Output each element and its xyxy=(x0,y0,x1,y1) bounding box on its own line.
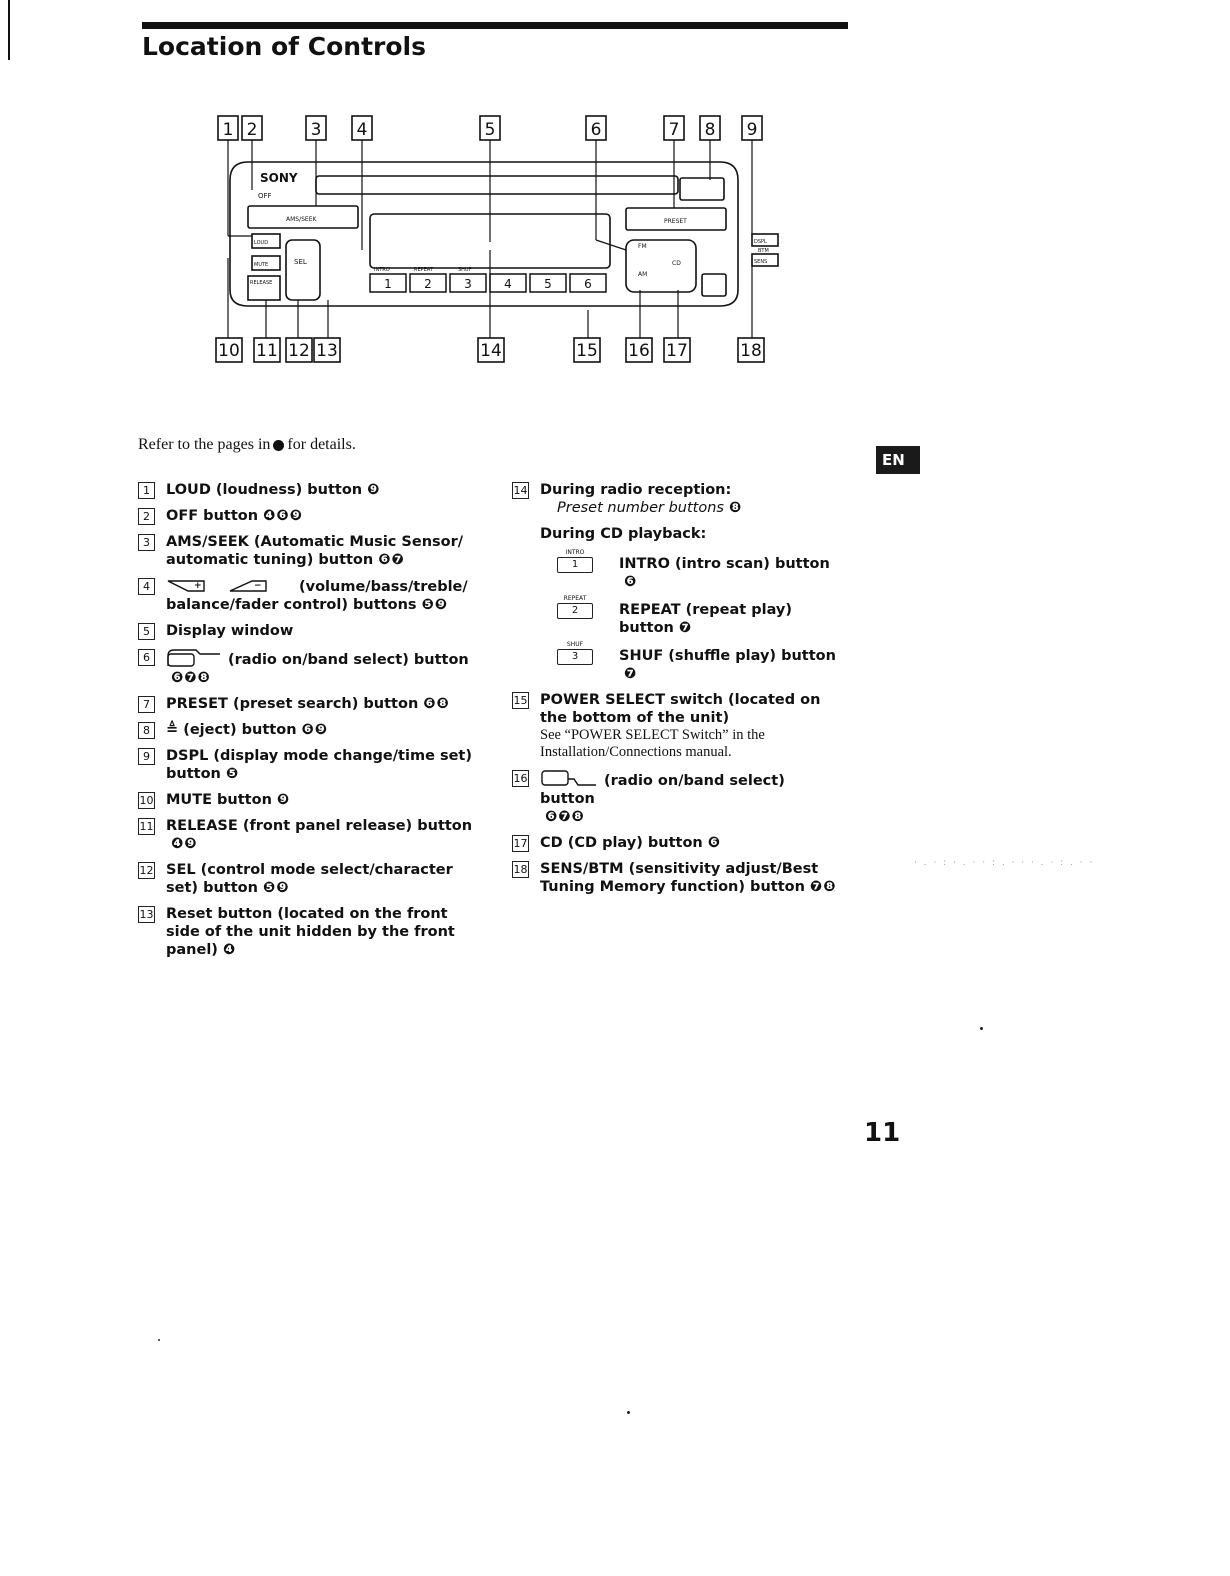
page-refs: ❾ xyxy=(276,792,291,808)
cd-button-text: SHUF (shuffle play) button xyxy=(619,648,836,664)
brand-label: SONY xyxy=(260,171,298,185)
scan-speck xyxy=(627,1411,630,1414)
item-number: 6 xyxy=(138,649,155,666)
page-refs: ❹❾ xyxy=(171,836,198,852)
control-item-17 xyxy=(512,834,842,852)
sel-label: SEL xyxy=(294,258,307,266)
item-number: 3 xyxy=(138,534,155,551)
control-item-1 xyxy=(138,481,478,499)
callouts-top xyxy=(218,116,762,140)
callout-3 xyxy=(306,116,326,140)
control-item-7 xyxy=(138,695,478,713)
release-label: RELEASE xyxy=(250,280,273,286)
sens-label: SENS xyxy=(754,259,768,265)
cd-button-text: INTRO (intro scan) button xyxy=(619,556,830,572)
callout-11 xyxy=(254,338,280,362)
cd-button-text: REPEAT (repeat play) button xyxy=(619,602,792,636)
callout-16 xyxy=(626,338,652,362)
front-panel-diagram xyxy=(190,110,790,370)
off-label: OFF xyxy=(258,192,272,200)
item-number: 2 xyxy=(138,508,155,525)
item-number: 16 xyxy=(513,772,528,785)
page-refs: ❻❼❽ xyxy=(545,809,585,825)
fm-button-icon xyxy=(166,648,222,668)
svg-text:4: 4 xyxy=(504,277,512,291)
callout-17 xyxy=(664,338,690,362)
svg-text:5: 5 xyxy=(544,277,552,291)
item-text: (radio on/band select) button xyxy=(540,773,785,807)
preset-3-icon xyxy=(557,641,593,665)
preset-number-text: Preset number buttons xyxy=(557,500,724,516)
preset-2-icon xyxy=(557,595,593,619)
control-item-4 xyxy=(138,577,478,614)
callout-8 xyxy=(700,116,720,140)
leader-lines xyxy=(228,140,752,338)
controls-list-right xyxy=(512,481,842,904)
item-text: (radio on/band select) button xyxy=(228,652,469,668)
preset-buttons xyxy=(370,274,606,292)
intro-label: INTRO xyxy=(374,267,390,273)
item-text: PRESET (preset search) button xyxy=(166,696,419,712)
callout-13 xyxy=(314,338,340,362)
callout-1 xyxy=(218,116,238,140)
keycap-tiny-label: SHUF xyxy=(566,641,584,648)
item-text: DSPL (display mode change/time set) button xyxy=(166,748,472,782)
cd-button-intro xyxy=(557,549,842,591)
control-item-12 xyxy=(138,861,478,897)
callout-18 xyxy=(738,338,764,362)
svg-text:14: 14 xyxy=(480,341,502,361)
btm-label: BTM xyxy=(758,248,769,254)
preset-button-3 xyxy=(450,274,486,292)
cd-button-shuf xyxy=(557,641,842,683)
item-number: 15 xyxy=(513,694,528,707)
callouts-bottom xyxy=(216,338,764,362)
repeat-label: REPEAT xyxy=(414,267,433,273)
refer-after: for details. xyxy=(287,436,356,453)
dspl-label: DSPL xyxy=(754,239,767,245)
svg-text:10: 10 xyxy=(218,341,240,361)
page-title: Location of Controls xyxy=(142,32,426,61)
control-item-16 xyxy=(512,769,842,826)
item-text: OFF button xyxy=(166,508,259,524)
svg-text:13: 13 xyxy=(316,341,338,361)
item-number: 14 xyxy=(513,484,528,497)
am-button-icon xyxy=(540,769,598,789)
page-refs: ❼ xyxy=(624,666,638,682)
page-refs: ❻❼ xyxy=(378,552,405,568)
svg-text:16: 16 xyxy=(628,341,650,361)
svg-text:8: 8 xyxy=(704,120,716,140)
control-item-13 xyxy=(138,905,478,959)
callout-5 xyxy=(480,116,500,140)
refer-before: Refer to the pages in xyxy=(138,436,271,453)
control-item-14 xyxy=(512,481,842,683)
item-number: 13 xyxy=(139,908,154,921)
am-label: AM xyxy=(638,271,648,278)
item-number: 10 xyxy=(139,794,154,807)
item-number: 9 xyxy=(138,748,155,765)
keycap-tiny-label: INTRO xyxy=(565,549,585,556)
item-text: RELEASE (front panel release) button xyxy=(166,818,473,834)
callout-14 xyxy=(478,338,504,362)
svg-text:12: 12 xyxy=(288,341,310,361)
item-number: 5 xyxy=(138,623,155,640)
svg-text:17: 17 xyxy=(666,341,688,361)
fm-label: FM xyxy=(638,243,647,250)
controls-list-left xyxy=(138,481,478,967)
callout-4 xyxy=(352,116,372,140)
preset-button-4 xyxy=(490,274,526,292)
page-refs: ❹ xyxy=(222,942,237,958)
page-refs: ❻❾ xyxy=(301,722,329,738)
callout-9 xyxy=(742,116,762,140)
page-refs: ❻❽ xyxy=(423,696,450,712)
title-rule xyxy=(142,22,848,29)
svg-text:9: 9 xyxy=(746,120,758,140)
keycap-number: 3 xyxy=(571,651,579,662)
shuf-label: SHUF xyxy=(458,267,472,273)
item-number: 12 xyxy=(139,864,154,877)
svg-text:+: + xyxy=(194,581,202,591)
control-item-5 xyxy=(138,622,478,640)
item-number: 4 xyxy=(138,578,155,595)
page-refs: ❼❽ xyxy=(809,879,837,895)
page-refs: ❾ xyxy=(367,482,381,498)
svg-text:6: 6 xyxy=(584,277,592,291)
scan-noise: · . · : · . · · : . · · · . · : . · · xyxy=(914,858,1095,868)
item-number: 8 xyxy=(138,722,155,739)
control-item-8 xyxy=(138,721,478,739)
svg-text:3: 3 xyxy=(310,120,322,140)
item-number: 7 xyxy=(138,696,155,713)
scan-speck xyxy=(158,1339,160,1341)
item-note: See “POWER SELECT Switch” in the Installation/Connections manual. xyxy=(540,727,765,760)
page-refs: ❹❻❾ xyxy=(263,508,303,524)
control-item-18 xyxy=(512,860,842,896)
page-number: 11 xyxy=(864,1118,901,1148)
callout-10 xyxy=(216,338,242,362)
callout-15 xyxy=(574,338,600,362)
page-refs: ❺❾ xyxy=(421,597,449,613)
margin-mark xyxy=(8,0,10,60)
cd-heading: During CD playback: xyxy=(540,526,707,542)
svg-text:1: 1 xyxy=(384,277,392,291)
preset-button-1 xyxy=(370,274,406,292)
svg-text:4: 4 xyxy=(356,120,368,140)
page-refs: ❺❾ xyxy=(262,880,290,896)
cd-button-repeat xyxy=(557,595,842,637)
callout-7 xyxy=(664,116,684,140)
item-text: SENS/BTM (sensitivity adjust/Best Tuning Memory function) button xyxy=(540,861,819,895)
item-number: 18 xyxy=(513,863,528,876)
item-text: Reset button (located on the front side of the unit hidden by the front panel) xyxy=(166,906,455,958)
preset-button-2 xyxy=(410,274,446,292)
svg-text:5: 5 xyxy=(484,120,496,140)
mute-label: MUTE xyxy=(254,262,269,268)
callout-2 xyxy=(242,116,262,140)
item-text: ≜ (eject) button xyxy=(166,722,297,738)
page-refs: ❻❼❽ xyxy=(171,670,211,686)
item-number: 1 xyxy=(138,482,155,499)
svg-text:2: 2 xyxy=(424,277,432,291)
item-number: 17 xyxy=(513,837,528,850)
svg-text:2: 2 xyxy=(246,120,258,140)
page-refs: ❺ xyxy=(225,766,240,782)
loud-label: LOUD xyxy=(254,240,269,246)
preset-1-icon xyxy=(557,549,593,573)
svg-text:−: − xyxy=(254,581,262,591)
item-text: CD (CD play) button xyxy=(540,835,703,851)
refer-note xyxy=(138,436,356,454)
control-item-9 xyxy=(138,747,478,783)
control-item-10 xyxy=(138,791,478,809)
bullet-icon xyxy=(273,440,284,451)
svg-text:18: 18 xyxy=(740,341,762,361)
control-item-11 xyxy=(138,817,478,853)
item-text: Display window xyxy=(166,623,294,639)
page-refs: ❻ xyxy=(624,574,638,590)
language-tab: EN xyxy=(876,446,920,474)
svg-text:15: 15 xyxy=(576,341,598,361)
callout-6 xyxy=(586,116,606,140)
svg-text:1: 1 xyxy=(222,120,234,140)
ams-seek-label: AMS/SEEK xyxy=(286,216,317,223)
control-item-3 xyxy=(138,533,478,569)
item-text: SEL (control mode select/character set) button xyxy=(166,862,453,896)
radio-heading: During radio reception: xyxy=(540,482,732,498)
item-text: POWER SELECT switch (located on the bottom of the unit) xyxy=(540,692,821,726)
page-refs: ❼ xyxy=(678,620,693,636)
scan-speck xyxy=(980,1027,983,1030)
preset-button-6 xyxy=(570,274,606,292)
page-refs: ❻ xyxy=(707,835,722,851)
item-text: LOUD (loudness) button xyxy=(166,482,363,498)
control-item-6 xyxy=(138,648,478,687)
svg-text:7: 7 xyxy=(668,120,680,140)
callout-12 xyxy=(286,338,312,362)
preset-label: PRESET xyxy=(664,218,687,225)
svg-text:6: 6 xyxy=(590,120,602,140)
cd-label: CD xyxy=(672,260,681,267)
keycap-number: 2 xyxy=(571,605,579,616)
item-text: AMS/SEEK (Automatic Music Sensor/ automatic tuning) button xyxy=(166,534,464,568)
svg-text:3: 3 xyxy=(464,277,472,291)
control-item-15 xyxy=(512,691,842,761)
item-text: MUTE button xyxy=(166,792,272,808)
page-refs: ❽ xyxy=(728,500,743,516)
item-number: 11 xyxy=(139,820,154,833)
radio-line xyxy=(540,499,842,517)
keycap-tiny-label: REPEAT xyxy=(563,595,587,602)
item-text: (volume/bass/treble/ balance/fader control) buttons xyxy=(166,579,468,613)
preset-button-5 xyxy=(530,274,566,292)
volume-buttons-icon xyxy=(166,577,294,593)
control-item-2 xyxy=(138,507,478,525)
keycap-number: 1 xyxy=(571,559,579,570)
svg-text:11: 11 xyxy=(256,341,278,361)
